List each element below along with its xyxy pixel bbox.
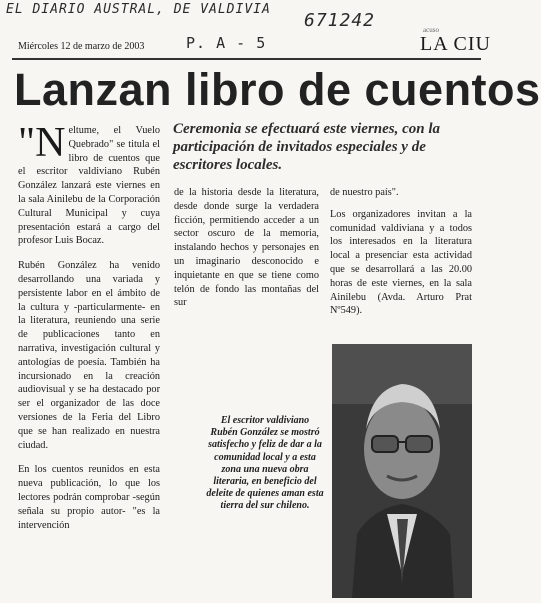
handwritten-source-note: EL DIARIO AUSTRAL, DE VALDIVIA (6, 2, 271, 17)
drop-cap: "N (18, 120, 66, 166)
author-portrait-image (332, 344, 472, 598)
headline: Lanzan libro de cuentos (14, 64, 541, 115)
author-photo (332, 344, 472, 598)
photo-caption: El escritor valdiviano Rubén González se mostró satisfecho y feliz de dar a la comunidad local y a esta zona una nueva obra literaria, en beneficio del deleite de quienes aman esta tierra del sur chileno. (206, 415, 324, 512)
body-paragraph-6: Los organizadores invitan a la comunidad valdiviana y a todos los interesados en la literatura local a presenciar esta actividad que se desarrollará a las 20.00 horas de este viernes, en la sala Ainilebu (Avda. Arturo Prat Nº549). (330, 208, 472, 317)
article-column-3 (330, 186, 472, 326)
lead-paragraph-text: eltume, el Vuelo Quebrado" se titula el libro de cuentos que el escritor valdiviano Rubén González lanzará este viernes en la sala Ainilebu de la Corporación Cultural Municipal y cuya presentación estará a cargo del profesor Luis Bocaz. (18, 125, 160, 247)
body-paragraph-3: En los cuentos reunidos en esta nueva publicación, lo que los lectores podrán comprobar -según señala su propio autor- "es la intervención (18, 464, 160, 531)
article-column-1 (18, 120, 160, 543)
lead-paragraph (18, 120, 160, 248)
dateline: Miércoles 12 de marzo de 2003 (18, 41, 145, 52)
article-column-2 (174, 186, 319, 321)
masthead: LA CIU (420, 33, 491, 55)
handwritten-archive-number: 671242 (304, 10, 376, 31)
body-paragraph-2: Rubén González ha venido desarrollando una variada y persistente labor en el ámbito de la cultura y -particularmente- en la literatura, reuniendo una serie de publicaciones tanto en narrativa, investigación cultural y antologías de poesía. También ha incursionado en la creación audiovisual y se ha destacado por ser el organizador de las doce versiones de la Feria del Libro que se han realizado en nuestra ciudad. (18, 260, 160, 451)
body-paragraph-4: de la historia desde la literatura, desde donde surge la verdadera ficción, permitiendo acceder a un sector oscuro de la memoria, instalando hechos y personajes en un imaginario desconocido e inquietante en que se tiene como telón de fondo las montañas del sur (174, 187, 319, 309)
masthead-small-text: acuso (423, 26, 439, 34)
header-rule (12, 58, 481, 60)
deck: Ceremonia se efectuará este viernes, con la participación de invitados especiales y de escritores locales. (173, 121, 441, 173)
handwritten-page-note: P. A - 5 (186, 34, 267, 52)
body-paragraph-5: de nuestro país". (330, 187, 399, 198)
